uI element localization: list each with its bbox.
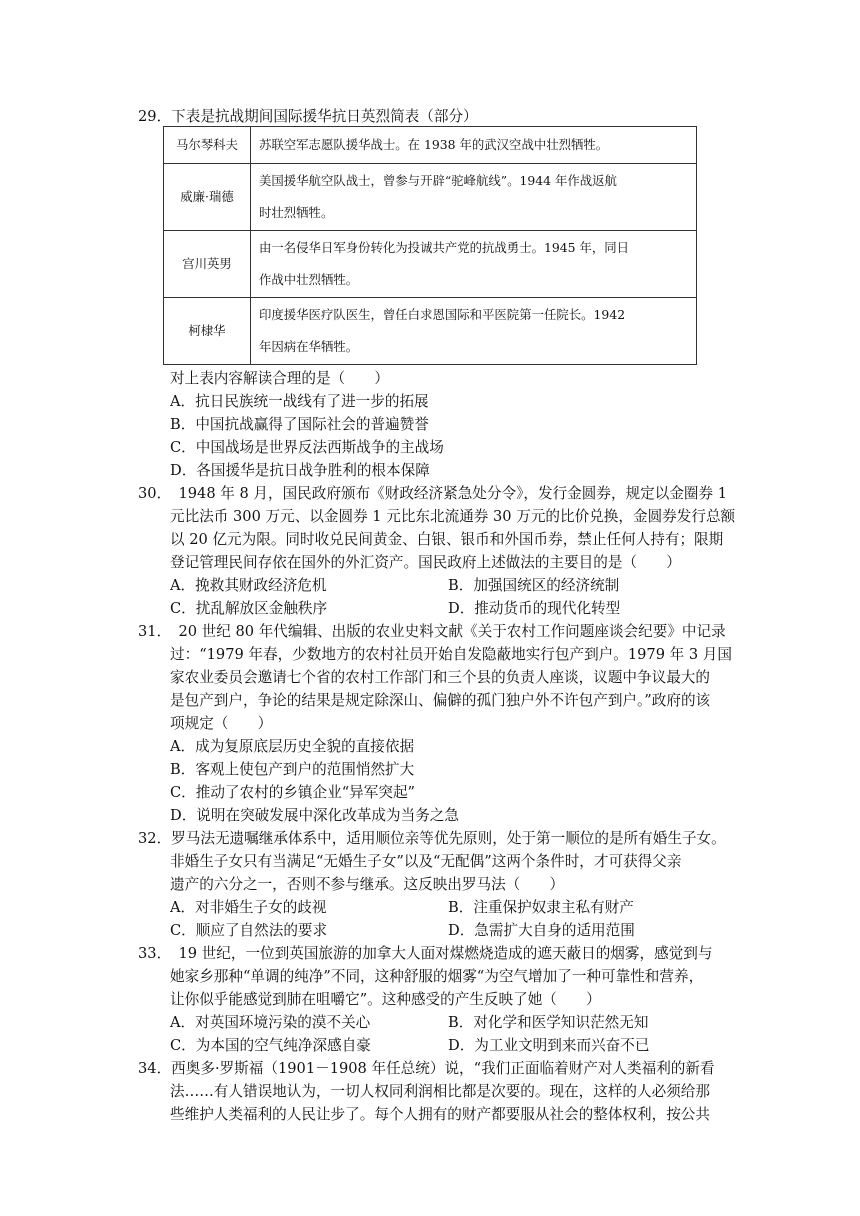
q29-option-a[interactable]: A．抗日民族统一战线有了进一步的拓展: [170, 393, 429, 410]
q29-option-c[interactable]: C．中国战场是世界反法西斯战争的主战场: [170, 439, 444, 456]
q30-line-3: 以 20 亿元为限。同时收兑民间黄金、白银、银币和外国币券，禁止任何人持有；限期: [170, 531, 724, 548]
q32-line-2: 非婚生子女只有当满足“无婚生子女”以及“无配偶”这两个条件时，才可获得父亲: [170, 853, 682, 870]
q32-option-b[interactable]: B．注重保护奴隶主私有财产: [448, 899, 634, 916]
q31-line-4: 是包产到户，争论的结果是规定除深山、偏僻的孤门独户外不许包产到户。”政府的该: [170, 692, 711, 709]
hero-desc-line: 美国援华航空队战士，曾参与开辟“驼峰航线”。1944 年作战返航: [259, 173, 617, 188]
q30-line-2: 元比法币 300 万元、以金圆券 1 元比东北流通券 30 万元的比价兑换，金圆券发行总额: [170, 508, 736, 525]
q30-line-1: 30． 1948 年 8 月，国民政府颁布《财政经济紧急处分令》，发行金圆券，规定以金圈券 1: [138, 485, 728, 502]
hero-desc-line: 年因病在华牺牲。: [259, 339, 359, 354]
q29-prompt: 对上表内容解读合理的是（ ）: [170, 370, 389, 387]
q34-line-1: 34．西奥多·罗斯福（1901－1908 年任总统）说，“我们正面临着财产对人类福利的新看: [138, 1060, 715, 1077]
q34-line-3: 些维护人类福利的人民让步了。每个人拥有的财产都要服从社会的整体权利，按公共: [170, 1106, 710, 1123]
q32-line-1: 32．罗马法无遗嘱继承体系中，适用顺位亲等优先原则，处于第一顺位的是所有婚生子女。: [138, 830, 726, 847]
hero-name: 宫川英男: [164, 231, 251, 298]
table-row: [164, 127, 697, 164]
q33-line-1: 33． 19 世纪，一位到英国旅游的加拿大人面对煤燃烧造成的遮天蔽日的烟雾，感觉到与: [138, 945, 713, 962]
hero-desc: [251, 127, 697, 164]
hero-desc: [251, 231, 697, 298]
q33-option-d[interactable]: D．为工业文明到来而兴奋不已: [448, 1037, 650, 1054]
q30-option-b[interactable]: B．加强国统区的经济统制: [448, 577, 620, 594]
hero-desc-line: 苏联空军志愿队援华战士。在 1938 年的武汉空战中壮烈牺牲。: [259, 137, 609, 152]
table-row: [164, 298, 697, 365]
q29-option-d[interactable]: D．各国援华是抗日战争胜利的根本保障: [170, 462, 430, 479]
q29-option-b[interactable]: B．中国抗战赢得了国际社会的普遍赞誉: [170, 416, 429, 433]
hero-desc-line: 印度援华医疗队医生，曾任白求恩国际和平医院第一任院长。1942: [259, 307, 626, 322]
table-row: [164, 164, 697, 231]
q31-option-d[interactable]: D．说明在突破发展中深化改革成为当务之急: [170, 807, 459, 824]
hero-desc-line: 由一名侵华日军身份转化为投诚共产党的抗战勇士。1945 年，同日: [259, 240, 630, 255]
heroes-table: [163, 126, 697, 365]
q30-option-d[interactable]: D．推动货币的现代化转型: [448, 600, 621, 617]
hero-desc-line: 作战中壮烈牺牲。: [259, 272, 359, 287]
hero-desc: [251, 164, 697, 231]
q31-line-5: 项规定（ ）: [170, 715, 273, 732]
q30-option-c[interactable]: C．扰乱解放区金触秩序: [170, 600, 328, 617]
hero-desc: [251, 298, 697, 365]
hero-name: 马尔琴科夫: [164, 127, 251, 164]
q33-option-c[interactable]: C．为本国的空气纯净深感自豪: [170, 1037, 371, 1054]
q33-option-b[interactable]: B．对化学和医学知识茫然无知: [448, 1014, 649, 1031]
q33-line-3: 让你似乎能感觉到肺在咀嚼它”。这种感受的产生反映了她（ ）: [170, 991, 601, 1008]
q32-option-d[interactable]: D．急需扩大自身的适用范围: [448, 922, 635, 939]
q31-option-a[interactable]: A．成为复原底层历史全貌的直接依据: [170, 738, 415, 755]
q32-option-a[interactable]: A．对非婚生子女的歧视: [170, 899, 327, 916]
q34-line-2: 法……有人错误地认为，一切人权同利润相比都是次要的。现在，这样的人必须给那: [170, 1083, 710, 1100]
q31-line-1: 31． 20 世纪 80 年代编辑、出版的农业史料文献《关于农村工作问题座谈会纪要》中记录: [138, 623, 726, 640]
q32-line-3: 遗产的六分之一，否则不参与继承。这反映出罗马法（ ）: [170, 876, 565, 893]
hero-name: 柯棣华: [164, 298, 251, 365]
q31-line-3: 家农业委员会邀请七个省的农村工作部门和三个县的负责人座谈，议题中争议最大的: [170, 669, 710, 686]
q31-line-2: 过：“1979 年春，少数地方的农村社员开始自发隐蔽地实行包产到户。1979 年 3 月国: [170, 646, 732, 663]
q32-option-c[interactable]: C．顺应了自然法的要求: [170, 922, 328, 939]
hero-desc-line: 时壮烈牺牲。: [259, 205, 334, 220]
q30-option-a[interactable]: A．挽救其财政经济危机: [170, 577, 327, 594]
q33-option-a[interactable]: A．对英国环境污染的漠不关心: [170, 1014, 371, 1031]
hero-name: 威廉·瑞德: [164, 164, 251, 231]
q30-line-4: 登记管理民间存依在国外的外汇资产。国民政府上述做法的主要目的是（ ）: [170, 554, 681, 571]
q31-option-c[interactable]: C．推动了农村的乡镇企业“异军突起”: [170, 784, 415, 801]
q31-option-b[interactable]: B．客观上使包产到户的范围悄然扩大: [170, 761, 415, 778]
table-row: [164, 231, 697, 298]
q29-stem: 29．下表是抗战期间国际援华抗日英烈简表（部分）: [138, 108, 478, 125]
q33-line-2: 她家乡那种“单调的纯净”不同，这种舒服的烟雾“为空气增加了一种可靠性和营养，: [170, 968, 704, 985]
